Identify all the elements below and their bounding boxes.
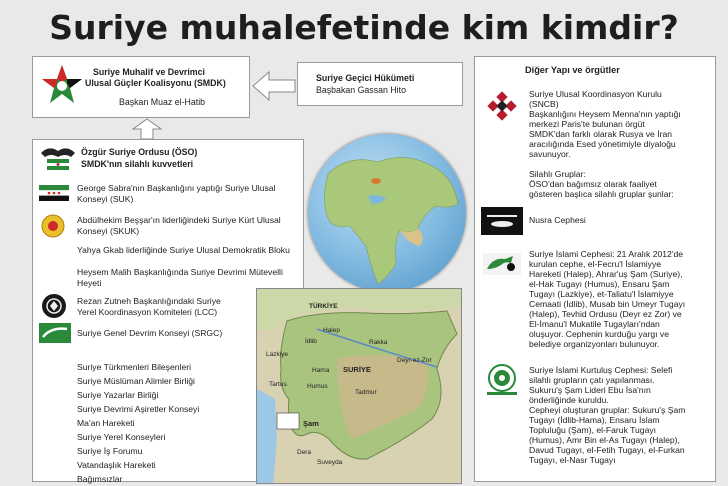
arrow-left-icon <box>251 70 297 102</box>
kurtulus-line: Tugayı, el-Nasr Tugayı <box>529 455 616 465</box>
sncb-line: SMDK'dan farklı olarak Rusya ve İran <box>529 129 673 139</box>
map-label-hama: Hama <box>312 367 330 374</box>
lcc-line1: Rezan Zutneh Başkanlığındaki Suriye <box>77 296 221 306</box>
other-groups-heading: Diğer Yapı ve örgütler <box>525 65 620 75</box>
map-label-dera: Dera <box>297 449 312 456</box>
kurtulus-line: Topluluğu (Şam), el-Faruk Tugayı <box>529 425 657 435</box>
syria-map-shapes-icon <box>257 289 462 484</box>
nusra-item: Nusra Cephesi <box>529 215 586 225</box>
skuk-line1: Abdülhekim Beşşar'ın liderliğindeki Suriye Kürt Ulusal <box>77 215 281 225</box>
srgc-item: Suriye Genel Devrim Konseyi (SRGC) <box>77 328 223 338</box>
globe-map <box>308 134 466 292</box>
gecici-leader: Başbakan Gassan Hito <box>316 85 406 95</box>
map-label-humus: Humus <box>307 383 328 390</box>
islami-line: belediye organizyonları bulunuyor. <box>529 339 660 349</box>
map-label-tartus: Tartus <box>269 381 287 388</box>
gecici-name: Suriye Geçici Hükümeti <box>316 73 415 83</box>
kurtulus-line: silahlı grupların çatı yapılanması. <box>529 375 655 385</box>
map-label-lazkiye: Lazkiye <box>266 351 289 358</box>
kurtulus-line: Tugayı (İdlib-Hama), Ensaru İslam <box>529 415 660 425</box>
map-label-suriye: SURİYE <box>343 365 371 374</box>
lcc-line2: Yerel Koordinasyon Komiteleri (LCC) <box>77 307 218 317</box>
islami-line: El-İmanu'l Mukatile Tugayları'ndan <box>529 319 660 329</box>
smdk-leader: Başkan Muaz el-Hatib <box>119 97 206 107</box>
map-label-turkiye: TÜRKİYE <box>309 303 338 310</box>
islami-cephe-logo-icon <box>483 253 521 275</box>
page-title: Suriye muhalefetinde kim kimdir? <box>49 8 679 47</box>
map-label-tadmur: Tadmur <box>355 389 377 396</box>
kurtulus-line: Sukuru'ş Şam Lideri Ebu İsa'nın <box>529 385 651 395</box>
map-label-rakka: Rakka <box>369 339 388 346</box>
gecici-hukumet-box <box>297 62 463 106</box>
nusra-flag-icon <box>481 207 523 235</box>
list-item: Suriye Müslüman Alimler Birliği <box>77 376 195 386</box>
islami-line: (Halep), Tevhid Ordusu (Deyr ez Zor) ve <box>529 309 682 319</box>
list-item: Bağımsızlar <box>77 474 123 484</box>
map-label-idlib: İdlib <box>305 338 317 345</box>
srgc-emblem-icon <box>39 323 71 343</box>
islami-line: Suriye İslami Cephesi: 21 Aralık 2012'de <box>529 249 684 259</box>
sncb-line: Başkanlığını Heysem Menna'nın yaptığı <box>529 109 681 119</box>
smdk-line2: Ulusal Güçler Koalisyonu (SMDK) <box>85 78 226 88</box>
silahli-line: Silahlı Gruplar: <box>529 169 586 179</box>
globe-land-icon <box>308 134 466 292</box>
islami-line: kurulan cephe, el-Fecru'l İslamiyye <box>529 259 662 269</box>
sncb-logo-icon <box>485 91 519 125</box>
syria-map <box>256 288 462 484</box>
smdk-star-logo-icon <box>39 62 85 108</box>
list-item: Suriye Türkmenleri Bileşenleri <box>77 362 191 372</box>
suk-flag-icon <box>39 185 69 201</box>
arrow-up-icon <box>132 118 162 140</box>
islami-line: Cemaati (İdlib), Musab bin Umeyr Tugayı <box>529 299 686 309</box>
list-item: Vatandaşlık Hareketi <box>77 460 156 470</box>
sncb-line: merkezi Paris'te bulunan örgüt <box>529 119 645 129</box>
map-label-suveyda: Suveyda <box>317 459 343 466</box>
other-groups-box <box>474 56 716 482</box>
kurtulus-line: Cepheyi oluşturan gruplar: Sukuru'ş Şam <box>529 405 686 415</box>
suk-line1: George Sabra'nın Başkanlığını yaptığı Suriye Ulusal <box>77 183 276 193</box>
map-label-halep: Halep <box>323 327 340 334</box>
smdk-line1: Suriye Muhalif ve Devrimci <box>93 67 205 77</box>
sncb-line: savunuyor. <box>529 149 571 159</box>
silahli-line: gösteren başlıca silahlı gruplar şunlar: <box>529 189 674 199</box>
kurtulus-line: Davud Tugayı, el-Fetih Tugayı, el-Furkan <box>529 445 685 455</box>
kurtulus-cephe-logo-icon <box>483 363 521 397</box>
skuk-emblem-icon <box>41 214 65 238</box>
sncb-line: (SNCB) <box>529 99 559 109</box>
skuk-line2: Konseyi (SKUK) <box>77 226 140 236</box>
list-item: Ma'an Hareketi <box>77 418 135 428</box>
map-label-sam: Şam <box>303 419 319 428</box>
list-item: Suriye Yerel Konseyleri <box>77 432 166 442</box>
lcc-emblem-icon <box>41 293 67 319</box>
oso-line1: Özgür Suriye Ordusu (ÖSO) <box>81 147 198 157</box>
map-label-deyrezzor: Deyr-ez-Zor <box>397 357 432 364</box>
oso-line2: SMDK'nın silahlı kuvvetleri <box>81 159 194 169</box>
heysem-line1: Heysem Malih Başkanlığında Suriye Devrimi Mütevelli <box>77 267 283 277</box>
suk-line2: Konseyi (SUK) <box>77 194 134 204</box>
silahli-line: ÖSO'dan bağımsız olarak faaliyet <box>529 179 657 189</box>
sncb-line: Suriye Ulusal Koordinasyon Kurulu <box>529 89 662 99</box>
islami-line: Tugayı (Lazkiye), et-Taliatu'l İslamiyye <box>529 289 674 299</box>
islami-line: Hareketi (Halep), Ahrar'uş Şam (Suriye), <box>529 269 683 279</box>
oso-emblem-icon <box>39 143 77 173</box>
sncb-line: aracılığında Esed yönetimiyle diyaloğu <box>529 139 676 149</box>
list-item: Suriye İş Forumu <box>77 446 143 456</box>
list-item: Suriye Yazarlar Birliği <box>77 390 159 400</box>
yahya-item: Yahya Gkab liderliğinde Suriye Ulusal Demokratik Bloku <box>77 245 290 255</box>
kurtulus-line: (Humus), Amr Bin el-As Tugayı (Halep), <box>529 435 680 445</box>
kurtulus-line: Suriye İslami Kurtuluş Cephesi: Selefi <box>529 365 673 375</box>
kurtulus-line: önderliğinde kuruldu. <box>529 395 609 405</box>
islami-line: el-Hak Tugayı (Humus), Ensaru Şam <box>529 279 670 289</box>
list-item: Suriye Devrimi Aşiretler Konseyi <box>77 404 200 414</box>
islami-line: oluşuyor. Cephenin kurduğu yargı ve <box>529 329 669 339</box>
heysem-line2: Heyeti <box>77 278 102 288</box>
smdk-box <box>32 56 250 118</box>
